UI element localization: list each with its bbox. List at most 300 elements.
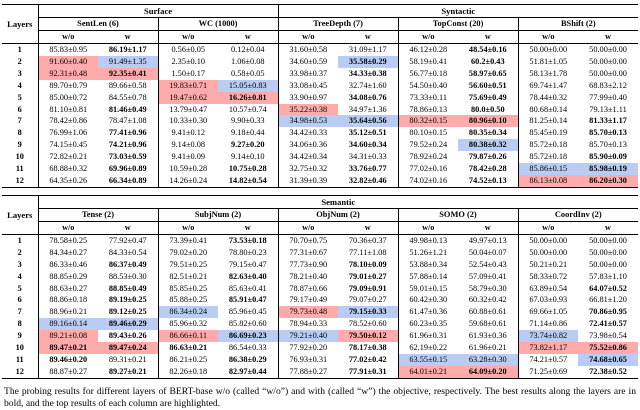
- subcol-header: w: [218, 31, 278, 44]
- value-cell: 73.98±0.54: [589, 331, 627, 341]
- value-cell: 86.69±0.23: [218, 330, 278, 342]
- layer-number: 4: [2, 271, 38, 283]
- value-cell: 60.42±0.30: [398, 294, 458, 306]
- value-cell: 60.88±0.61: [468, 307, 507, 317]
- value-cell: 57.09±0.41: [468, 271, 507, 281]
- value-cell: 52.54±0.43: [468, 259, 507, 269]
- value-cell: 58.97±0.65: [468, 68, 507, 78]
- value-cell: 82.63±0.40: [228, 271, 267, 281]
- value-cell: 64.01±0.21: [398, 366, 458, 378]
- value-cell: 60.23±0.35: [398, 318, 458, 330]
- value-cell: 78.94±0.33: [278, 318, 338, 330]
- value-cell: 89.70±0.79: [49, 80, 88, 90]
- value-cell: 2.35±0.10: [158, 56, 218, 68]
- value-cell: 63.28±0.30: [458, 354, 518, 366]
- value-cell: 34.42±0.33: [278, 127, 338, 139]
- value-cell: 9.41±0.12: [158, 127, 218, 139]
- value-cell: 14.82±0.54: [228, 175, 267, 185]
- layer-number: 7: [2, 115, 38, 127]
- value-cell: 85.70±0.13: [589, 128, 627, 138]
- value-cell: 77.41±0.96: [108, 128, 147, 138]
- value-cell: 50.00±0.00: [589, 56, 627, 66]
- subcol-header: w: [338, 31, 398, 44]
- value-cell: 85.63±0.41: [228, 283, 267, 293]
- value-cell: 79.15±0.33: [338, 306, 398, 318]
- value-cell: 72.82±0.21: [49, 152, 88, 162]
- layer-number: 12: [2, 175, 38, 187]
- value-cell: 33.98±0.37: [278, 68, 338, 80]
- layer-number: 1: [2, 234, 38, 246]
- table-row: [2, 283, 638, 295]
- value-cell: 9.18±0.44: [230, 128, 265, 138]
- value-cell: 78.87±0.66: [278, 283, 338, 295]
- subcol-header: w: [578, 31, 638, 44]
- table-row: [2, 294, 638, 306]
- table-row: [2, 175, 638, 187]
- table-row: [2, 318, 638, 330]
- task-header: Tense (2): [38, 208, 158, 221]
- value-cell: 79.09±0.91: [348, 283, 387, 293]
- value-cell: 34.60±0.34: [348, 140, 387, 150]
- value-cell: 86.63±0.21: [158, 342, 218, 354]
- value-cell: 68.88±0.32: [49, 164, 88, 174]
- value-cell: 78.52±0.60: [348, 319, 387, 329]
- table-row: [2, 68, 638, 80]
- subcol-header: w: [218, 221, 278, 234]
- value-cell: 73.39±0.41: [158, 234, 218, 246]
- probing-table-semantic: [2, 195, 638, 379]
- value-cell: 32.74±1.60: [348, 80, 387, 90]
- value-cell: 89.19±0.25: [108, 295, 147, 305]
- value-cell: 80.38±0.32: [458, 139, 518, 151]
- layer-number: 11: [2, 354, 38, 366]
- group-header-surface: Surface: [38, 5, 278, 18]
- value-cell: 86.20±0.30: [578, 175, 638, 187]
- layer-number: 10: [2, 151, 38, 163]
- value-cell: 1.50±0.17: [158, 68, 218, 80]
- subcol-header: w/o: [518, 31, 578, 44]
- value-cell: 85.85±0.25: [158, 283, 218, 295]
- value-cell: 79.01±0.27: [348, 271, 387, 281]
- value-cell: 51.81±1.05: [518, 56, 578, 68]
- subcol-header: w: [458, 221, 518, 234]
- layer-number: 12: [2, 366, 38, 378]
- value-cell: 88.85±0.49: [108, 283, 147, 293]
- value-cell: 85.91±0.47: [228, 295, 267, 305]
- layer-number: 6: [2, 104, 38, 116]
- value-cell: 49.98±0.13: [398, 234, 458, 246]
- value-cell: 86.21±0.25: [158, 354, 218, 366]
- value-cell: 91.60±0.40: [38, 56, 98, 68]
- value-cell: 69.96±0.89: [108, 164, 147, 174]
- value-cell: 88.53±0.30: [108, 271, 147, 281]
- value-cell: 85.82±0.60: [228, 319, 267, 329]
- value-cell: 31.09±1.17: [348, 45, 387, 54]
- task-header: BShift (2): [518, 18, 638, 31]
- value-cell: 9.14±0.10: [230, 152, 265, 162]
- value-cell: 81.46±0.49: [108, 104, 147, 114]
- value-cell: 85.70±0.13: [589, 140, 627, 150]
- value-cell: 64.09±0.20: [458, 366, 518, 378]
- value-cell: 33.08±0.45: [278, 80, 338, 92]
- value-cell: 48.54±0.16: [468, 45, 507, 54]
- value-cell: 84.55±0.78: [108, 92, 147, 102]
- value-cell: 80.32±0.15: [398, 115, 458, 127]
- group-header-syntactic: Syntactic: [278, 5, 638, 18]
- layer-number: 2: [2, 56, 38, 68]
- value-cell: 50.04±0.07: [468, 247, 507, 257]
- value-cell: 78.47±1.08: [108, 116, 147, 126]
- value-cell: 61.93±0.36: [468, 331, 507, 341]
- value-cell: 89.46±0.29: [98, 318, 158, 330]
- task-header: SubjNum (2): [158, 208, 278, 221]
- value-cell: 85.00±0.72: [49, 92, 88, 102]
- table-caption: The probing results for different layers of BERT-base w/o (called “w/o”) and with (called “w”) the objective, respectively. The best results along the layers are in bold, and the top results of each column are highlighted.: [4, 385, 636, 409]
- value-cell: 74.15±0.45: [49, 140, 88, 150]
- value-cell: 34.60±0.59: [278, 56, 338, 68]
- value-cell: 84.33±0.54: [108, 247, 147, 257]
- value-cell: 50.00±0.00: [518, 234, 578, 246]
- value-cell: 77.92±0.20: [278, 342, 338, 354]
- layer-number: 3: [2, 68, 38, 80]
- value-cell: 80.35±0.34: [468, 128, 507, 138]
- value-cell: 77.91±0.31: [348, 366, 387, 376]
- value-cell: 89.21±0.08: [38, 330, 98, 342]
- value-cell: 70.86±0.95: [589, 307, 627, 317]
- value-cell: 9.41±0.09: [158, 151, 218, 163]
- value-cell: 61.96±0.31: [398, 330, 458, 342]
- value-cell: 86.54±0.33: [228, 343, 267, 353]
- value-cell: 61.47±0.36: [398, 306, 458, 318]
- subcol-header: w: [98, 221, 158, 234]
- layer-number: 11: [2, 163, 38, 175]
- value-cell: 82.26±0.18: [158, 366, 218, 378]
- value-cell: 78.80±0.23: [228, 247, 267, 257]
- value-cell: 86.13±0.08: [518, 175, 578, 187]
- layer-number: 8: [2, 318, 38, 330]
- value-cell: 66.34±0.89: [108, 175, 147, 185]
- value-cell: 74.21±0.57: [518, 354, 578, 366]
- value-cell: 69.74±1.47: [518, 80, 578, 92]
- table-row: [2, 234, 638, 246]
- value-cell: 85.96±0.45: [228, 307, 267, 317]
- value-cell: 67.03±0.93: [518, 294, 578, 306]
- value-cell: 79.21±0.40: [278, 330, 338, 342]
- value-cell: 32.75±0.32: [278, 163, 338, 175]
- layer-number: 7: [2, 306, 38, 318]
- value-cell: 58.79±0.30: [468, 283, 507, 293]
- value-cell: 34.97±1.36: [348, 104, 387, 114]
- value-cell: 78.92±0.24: [398, 151, 458, 163]
- value-cell: 32.82±0.46: [348, 175, 387, 185]
- value-cell: 78.42±0.86: [49, 116, 88, 126]
- value-cell: 74.52±0.13: [468, 175, 507, 185]
- value-cell: 77.92±0.47: [108, 235, 147, 245]
- subcol-header: w/o: [398, 31, 458, 44]
- value-cell: 50.00±0.00: [589, 45, 627, 54]
- task-header: WC (1000): [158, 18, 278, 31]
- task-header: TopConst (20): [398, 18, 518, 31]
- value-cell: 35.58±0.29: [338, 56, 398, 68]
- layer-number: 6: [2, 294, 38, 306]
- value-cell: 81.33±1.17: [589, 116, 627, 126]
- table-row: [2, 354, 638, 366]
- task-header: CoordInv (2): [518, 208, 638, 221]
- value-cell: 89.31±0.21: [108, 354, 147, 364]
- value-cell: 89.12±0.25: [108, 307, 147, 317]
- value-cell: 75.69±0.49: [468, 92, 507, 102]
- value-cell: 10.59±0.28: [158, 163, 218, 175]
- subcol-header: w/o: [158, 221, 218, 234]
- value-cell: 50.21±0.21: [518, 259, 578, 271]
- table-row: [2, 115, 638, 127]
- value-cell: 92.31±0.48: [38, 68, 98, 80]
- layer-number: 3: [2, 259, 38, 271]
- value-cell: 10.75±0.28: [228, 164, 267, 174]
- value-cell: 34.06±0.36: [278, 139, 338, 151]
- value-cell: 62.19±0.22: [398, 342, 458, 354]
- value-cell: 34.42±0.34: [278, 151, 338, 163]
- value-cell: 34.33±0.38: [348, 68, 387, 78]
- value-cell: 82.97±0.44: [228, 366, 267, 376]
- value-cell: 56.60±0.51: [468, 80, 507, 90]
- value-cell: 0.56±0.05: [158, 44, 218, 56]
- value-cell: 53.88±0.34: [398, 259, 458, 271]
- table-row: [2, 139, 638, 151]
- value-cell: 58.13±1.78: [518, 68, 578, 80]
- value-cell: 88.87±0.27: [49, 366, 88, 376]
- value-cell: 80.10±0.15: [398, 127, 458, 139]
- value-cell: 56.77±0.18: [398, 68, 458, 80]
- value-cell: 74.02±0.16: [398, 175, 458, 187]
- value-cell: 9.14±0.08: [158, 139, 218, 151]
- value-cell: 79.13±1.11: [589, 104, 627, 114]
- value-cell: 85.83±0.95: [49, 45, 88, 54]
- value-cell: 80.96±0.10: [458, 115, 518, 127]
- value-cell: 50.00±0.00: [589, 247, 627, 257]
- value-cell: 81.10±0.81: [49, 104, 88, 114]
- value-cell: 31.60±0.58: [278, 44, 338, 56]
- value-cell: 0.58±0.05: [230, 68, 265, 78]
- table-row: [2, 306, 638, 318]
- value-cell: 85.72±0.18: [518, 151, 578, 163]
- value-cell: 31.39±0.39: [278, 175, 338, 187]
- subcol-header: w/o: [38, 221, 98, 234]
- value-cell: 34.31±0.33: [348, 152, 387, 162]
- table-row: [2, 56, 638, 68]
- layer-number: 1: [2, 44, 38, 56]
- value-cell: 35.64±0.56: [338, 115, 398, 127]
- value-cell: 19.83±0.71: [158, 80, 218, 92]
- layer-number: 5: [2, 92, 38, 104]
- value-cell: 86.19±1.17: [108, 45, 147, 54]
- value-cell: 74.21±0.96: [108, 140, 147, 150]
- table-row: [2, 271, 638, 283]
- table-row: [2, 163, 638, 175]
- layer-number: 2: [2, 247, 38, 259]
- subcol-header: w/o: [398, 221, 458, 234]
- value-cell: 50.00±0.00: [518, 247, 578, 259]
- value-cell: 89.47±0.21: [38, 342, 98, 354]
- value-cell: 51.26±1.21: [398, 247, 458, 259]
- value-cell: 85.72±0.18: [518, 139, 578, 151]
- value-cell: 61.96±0.21: [468, 343, 507, 353]
- value-cell: 88.63±0.27: [49, 283, 88, 293]
- value-cell: 49.97±0.13: [468, 235, 507, 245]
- value-cell: 77.11±1.08: [349, 247, 387, 257]
- value-cell: 73.74±0.82: [518, 330, 578, 342]
- value-cell: 89.47±0.24: [98, 342, 158, 354]
- value-cell: 78.58±0.25: [49, 235, 88, 245]
- value-cell: 50.00±0.00: [589, 259, 627, 269]
- value-cell: 79.51±0.25: [158, 259, 218, 271]
- layer-number: 5: [2, 283, 38, 295]
- value-cell: 85.45±0.19: [518, 127, 578, 139]
- value-cell: 54.50±0.40: [398, 80, 458, 92]
- value-cell: 34.98±0.53: [278, 115, 338, 127]
- value-cell: 64.07±0.52: [589, 283, 627, 293]
- value-cell: 74.68±0.65: [578, 354, 638, 366]
- value-cell: 33.90±0.97: [278, 92, 338, 104]
- value-cell: 75.52±0.86: [578, 342, 638, 354]
- value-cell: 76.99±1.06: [49, 128, 88, 138]
- value-cell: 78.10±0.09: [348, 259, 387, 269]
- value-cell: 78.44±0.32: [518, 92, 578, 104]
- subcol-header: w/o: [158, 31, 218, 44]
- value-cell: 14.26±0.24: [158, 175, 218, 187]
- layer-number: 9: [2, 139, 38, 151]
- value-cell: 88.85±0.29: [49, 271, 88, 281]
- value-cell: 19.47±0.62: [158, 92, 218, 104]
- task-header: ObjNum (2): [278, 208, 398, 221]
- value-cell: 86.38±0.29: [228, 354, 267, 364]
- layer-number: 10: [2, 342, 38, 354]
- value-cell: 9.90±0.33: [230, 116, 265, 126]
- value-cell: 35.12±0.51: [348, 128, 387, 138]
- value-cell: 84.34±0.27: [49, 247, 88, 257]
- value-cell: 89.43±0.26: [108, 331, 147, 341]
- value-cell: 77.88±0.27: [278, 366, 338, 378]
- value-cell: 89.16±0.14: [38, 318, 98, 330]
- value-cell: 86.33±0.46: [49, 259, 88, 269]
- value-cell: 46.12±0.28: [398, 44, 458, 56]
- value-cell: 85.88±0.25: [158, 294, 218, 306]
- value-cell: 79.17±0.49: [278, 294, 338, 306]
- group-header-semantic: Semantic: [38, 195, 638, 208]
- value-cell: 77.73±0.90: [278, 259, 338, 271]
- value-cell: 80.0±0.50: [471, 104, 505, 114]
- layers-header: Layers: [2, 195, 38, 234]
- table-row: [2, 127, 638, 139]
- value-cell: 85.98±0.19: [578, 163, 638, 175]
- value-cell: 35.22±0.38: [278, 104, 338, 116]
- value-cell: 13.79±0.47: [158, 104, 218, 116]
- value-cell: 58.33±0.72: [518, 271, 578, 283]
- value-cell: 79.07±0.27: [348, 295, 387, 305]
- table-row: [2, 80, 638, 92]
- value-cell: 89.46±0.20: [49, 354, 88, 364]
- value-cell: 50.00±0.00: [589, 68, 627, 78]
- subcol-header: w: [338, 221, 398, 234]
- task-header: TreeDepth (7): [278, 18, 398, 31]
- value-cell: 58.19±0.41: [398, 56, 458, 68]
- probing-table-surface-syntactic: [2, 4, 638, 188]
- value-cell: 79.52±0.24: [398, 139, 458, 151]
- subcol-header: w: [458, 31, 518, 44]
- value-cell: 79.02±0.20: [158, 247, 218, 259]
- value-cell: 78.42±0.28: [468, 164, 507, 174]
- task-header: SOMO (2): [398, 208, 518, 221]
- value-cell: 80.68±0.14: [518, 104, 578, 116]
- value-cell: 88.86±0.18: [49, 295, 88, 305]
- value-cell: 72.41±0.57: [589, 319, 627, 329]
- subcol-header: w/o: [278, 221, 338, 234]
- value-cell: 89.27±0.21: [108, 366, 147, 376]
- value-cell: 63.55±0.15: [398, 354, 458, 366]
- value-cell: 92.35±0.41: [98, 68, 158, 80]
- value-cell: 86.37±0.49: [108, 259, 147, 269]
- table-row: [2, 104, 638, 116]
- value-cell: 81.25±0.14: [518, 115, 578, 127]
- value-cell: 57.83±1.10: [589, 271, 627, 281]
- value-cell: 73.82±1.17: [518, 342, 578, 354]
- table-row: [2, 151, 638, 163]
- value-cell: 88.96±0.21: [49, 307, 88, 317]
- value-cell: 15.05±0.83: [218, 80, 278, 92]
- value-cell: 1.06±0.08: [230, 56, 265, 66]
- subcol-header: w/o: [518, 221, 578, 234]
- table-row: [2, 342, 638, 354]
- subcol-header: w/o: [38, 31, 98, 44]
- value-cell: 79.50±0.12: [338, 330, 398, 342]
- value-cell: 50.00±0.00: [589, 235, 627, 245]
- value-cell: 77.31±0.67: [278, 247, 338, 259]
- value-cell: 77.99±0.40: [589, 92, 627, 102]
- value-cell: 33.76±0.77: [348, 164, 387, 174]
- value-cell: 85.90±0.09: [589, 152, 627, 162]
- layers-header: Layers: [2, 5, 38, 44]
- subcol-header: w: [98, 31, 158, 44]
- task-header: SentLen (6): [38, 18, 158, 31]
- table-row: [2, 330, 638, 342]
- value-cell: 71.25±0.69: [518, 366, 578, 378]
- value-cell: 64.35±0.26: [49, 175, 88, 185]
- value-cell: 0.12±0.04: [230, 45, 265, 54]
- layer-number: 9: [2, 330, 38, 342]
- value-cell: 70.36±0.37: [348, 235, 387, 245]
- value-cell: 73.53±0.18: [228, 235, 267, 245]
- value-cell: 59.01±0.15: [398, 283, 458, 295]
- value-cell: 10.33±0.30: [158, 115, 218, 127]
- value-cell: 57.88±0.14: [398, 271, 458, 283]
- value-cell: 9.27±0.20: [230, 140, 265, 150]
- table-row: [2, 366, 638, 378]
- value-cell: 77.02±0.16: [398, 163, 458, 175]
- layer-number: 4: [2, 80, 38, 92]
- value-cell: 79.73±0.48: [278, 306, 338, 318]
- value-cell: 82.51±0.21: [158, 271, 218, 283]
- table-row: [2, 259, 638, 271]
- value-cell: 10.57±0.74: [228, 104, 267, 114]
- value-cell: 76.93±0.31: [278, 354, 338, 366]
- value-cell: 34.08±0.76: [348, 92, 387, 102]
- value-cell: 66.81±1.20: [589, 295, 627, 305]
- value-cell: 85.96±0.32: [158, 318, 218, 330]
- value-cell: 50.00±0.00: [518, 44, 578, 56]
- table-row: [2, 44, 638, 56]
- value-cell: 72.38±0.52: [589, 366, 627, 376]
- value-cell: 89.66±0.58: [108, 80, 147, 90]
